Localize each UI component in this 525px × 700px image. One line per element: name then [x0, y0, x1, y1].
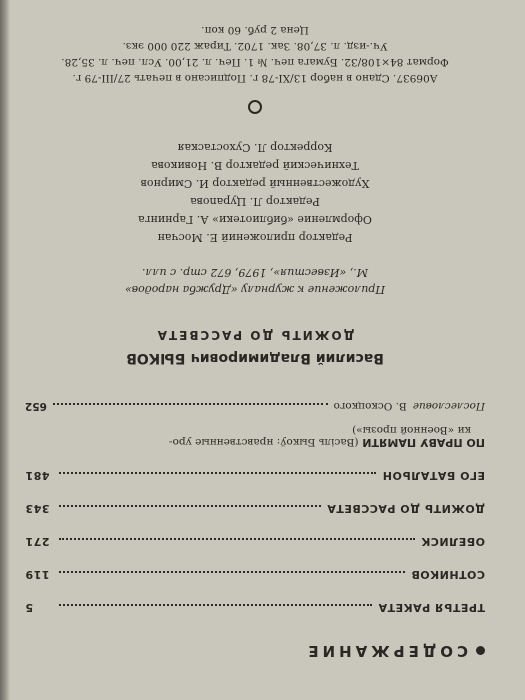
toc-entry-page: 271: [25, 535, 50, 548]
credit-line: Оформление «библиотеки» А. Гарнинга: [138, 213, 372, 226]
toc-entry-title: ЕГО БАТАЛЬОН: [382, 469, 485, 482]
toc-entry: [25, 535, 485, 548]
publication-info: [25, 264, 485, 298]
imprint-line: Формат 84×108/32. Бумага печ. № 1. Печ. л. 21,00. Усл. печ. л. 35,28.: [61, 56, 449, 68]
toc-afterword-author: В. Оскоцкого: [333, 400, 407, 412]
page-inner: [25, 20, 485, 660]
imprint-line: Цена 2 руб. 60 коп.: [201, 24, 309, 36]
toc-heading-text: СОДЕРЖАНИЕ: [304, 642, 468, 660]
toc-entry-title: ДОЖИТЬ ДО РАССВЕТА: [326, 502, 485, 515]
toc-entry: [25, 469, 485, 482]
toc-leader-dots: [59, 538, 415, 540]
imprint-line: Уч.-изд. л. 37,08. Зак. 1702. Тираж 220 000 экз.: [122, 40, 388, 52]
credits: [25, 138, 485, 246]
imprint: [25, 22, 485, 86]
toc-heading: [25, 642, 485, 660]
toc-entry-page: 5: [25, 601, 34, 614]
toc-memory-subtitle: (Васіль Быкоў: нравственные уро-: [169, 436, 359, 448]
toc-leader-dots: [59, 505, 321, 507]
toc-leader-dots: [59, 604, 372, 606]
toc-entry-page: 481: [25, 469, 50, 482]
toc-leader-dots: [53, 403, 328, 405]
credit-line: Корректор Л. Сухостаская: [177, 141, 333, 154]
toc-afterword: [25, 400, 485, 412]
toc-entry: [25, 502, 485, 515]
credit-line: Художественный редактор И. Смирнов: [140, 177, 370, 190]
toc-entry-page: 119: [25, 568, 50, 581]
toc-memory-line: [25, 436, 485, 449]
bullet-icon: [476, 647, 485, 656]
circle-ornament-icon: [248, 100, 262, 114]
toc-leader-dots: [59, 571, 405, 573]
toc-entry-title: ОБЕЛИСК: [420, 535, 485, 548]
author-name: Василий Владимирович БЫКОВ: [126, 350, 384, 366]
toc-entry: [25, 568, 485, 581]
imprint-line: А06937. Сдано в набор 13/XI-78 г. Подписано в печать 27/III-79 г.: [72, 72, 438, 84]
toc-entry-title: ТРЕТЬЯ РАКЕТА: [378, 601, 485, 614]
publication-line-2: М., «Известия», 1979, 672 стр. с илл.: [141, 266, 369, 279]
toc-entry-memory: [25, 400, 485, 449]
toc-memory-title: ПО ПРАВУ ПАМЯТИ: [362, 436, 485, 449]
credit-line: Редактор Л. Цурanова: [190, 195, 320, 208]
toc-leader-dots: [59, 472, 376, 474]
toc-entry: [25, 601, 485, 614]
toc-afterword-label: Послесловие: [412, 400, 485, 412]
credit-line: Технический редактор В. Новикова: [151, 159, 359, 172]
book-title: ДОЖИТЬ ДО РАССВЕТА: [155, 328, 355, 342]
publication-line-1: Приложение к журналу «Дружба народов»: [125, 283, 385, 296]
credit-line: Редактор приложений Е. Мосчан: [157, 231, 353, 244]
toc-entry-page: 343: [25, 502, 50, 515]
toc-memory-subtitle-cont: ки «Военной прозы»): [352, 424, 471, 436]
toc-entry-title: СОТНИКОВ: [410, 568, 485, 581]
toc-afterword-page: 652: [25, 400, 47, 412]
